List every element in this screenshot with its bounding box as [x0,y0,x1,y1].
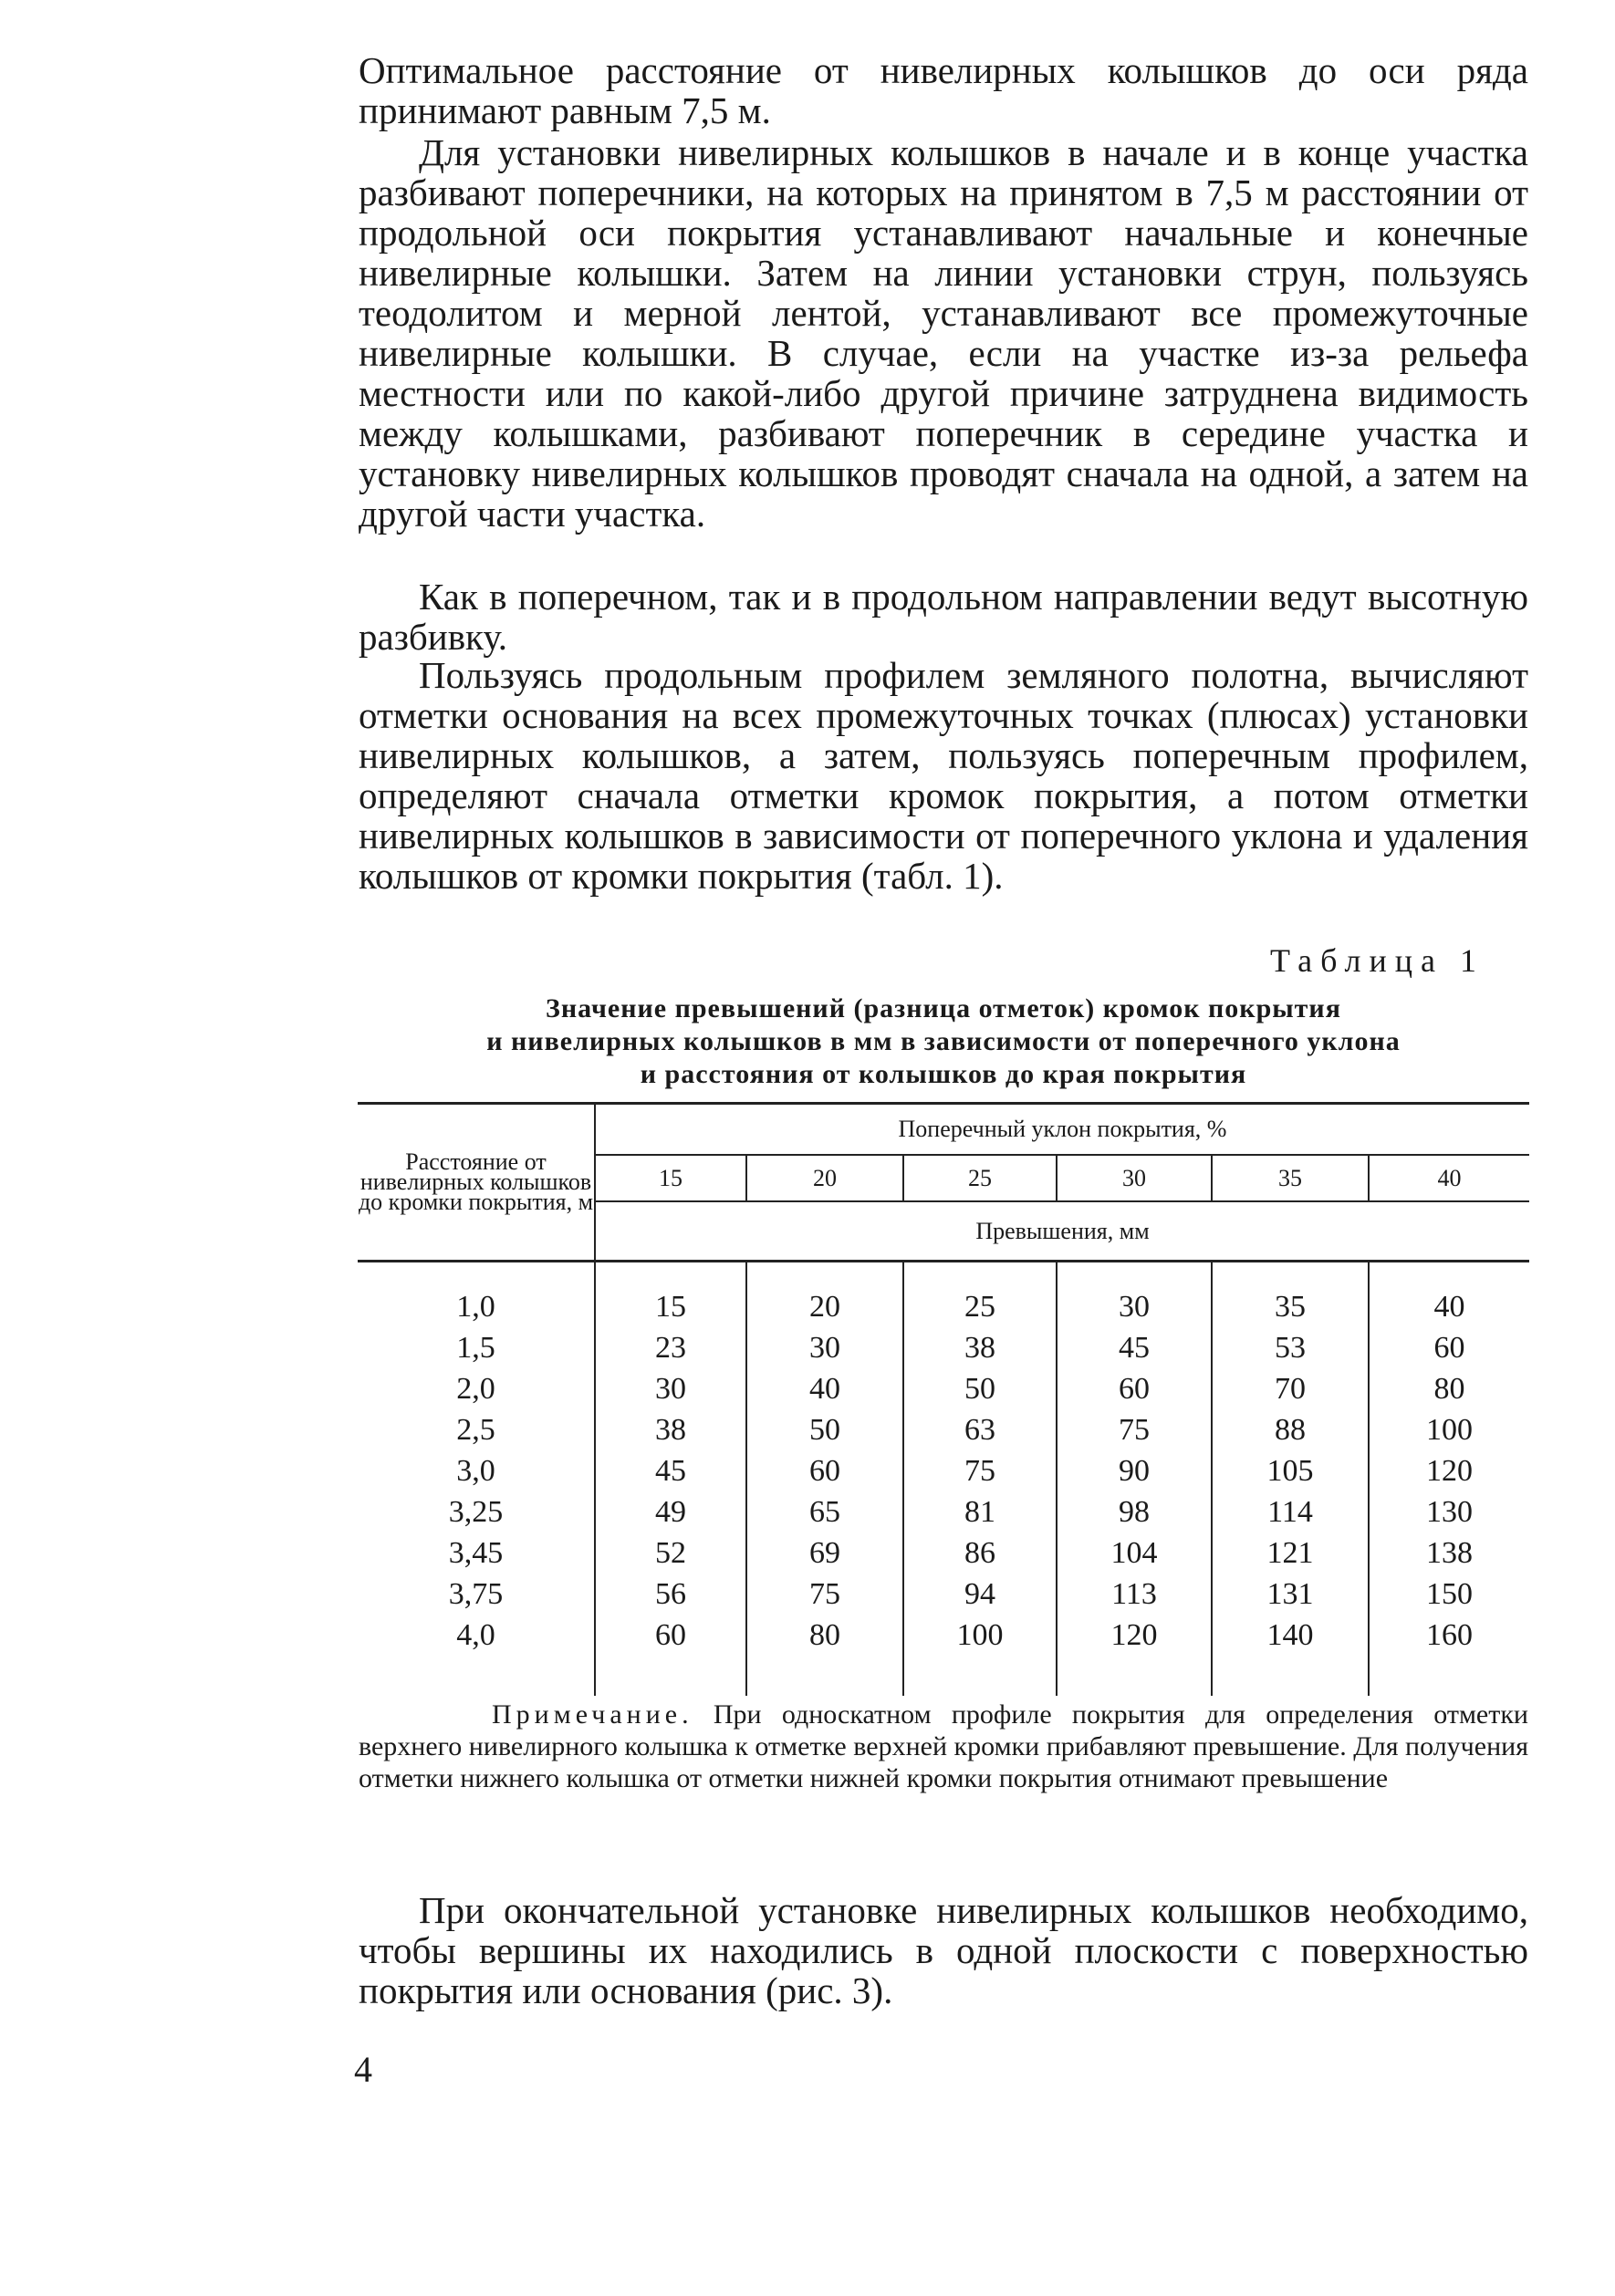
row-header-distance: Расстояние от нивелирных колышков до кромки покрытия, м [358,1104,595,1262]
excess-cell: 70 [1212,1368,1369,1409]
paragraph-5-text: При окончательной установке нивелирных колышков необходимо, чтобы вершины их находились в одной плоскости с поверхностью покрытия или основания (рис. 3). [359,1889,1528,2011]
distance-cell: 3,0 [358,1450,595,1491]
excess-cell: 35 [1212,1286,1369,1327]
column-header: 35 [1212,1155,1369,1202]
excess-cell: 49 [595,1491,746,1532]
excess-cell: 52 [595,1532,746,1574]
column-header: 20 [746,1155,903,1202]
table-row [358,1286,1529,1327]
excess-cell: 100 [1426,1413,1473,1447]
excess-cell: 50 [746,1409,903,1450]
excess-cell: 65 [746,1491,903,1532]
table-row [358,1450,1529,1491]
excess-cell: 23 [595,1327,746,1368]
excess-cell: 90 [1057,1450,1212,1491]
excess-cell: 140 [1212,1615,1369,1656]
excess-cell: 94 [903,1574,1057,1615]
excess-cell: 38 [903,1327,1057,1368]
excess-cell: 131 [1212,1574,1369,1615]
excess-cell: 86 [903,1532,1057,1574]
distance-cell: 2,5 [358,1409,595,1450]
table-label: Таблица 1 [1270,942,1485,979]
excess-cell: 40 [1433,1290,1465,1324]
distance-cell: 3,75 [358,1574,595,1615]
paragraph-4 [359,655,1528,896]
excess-cell: 50 [903,1368,1057,1409]
distance-cell: 2,0 [358,1368,595,1409]
elevation-table [358,1102,1529,1696]
excess-cell: 75 [1057,1409,1212,1450]
excess-cell: 25 [903,1286,1057,1327]
distance-cell: 1,5 [358,1327,595,1368]
excess-cell: 81 [903,1491,1057,1532]
excess-cell: 60 [746,1450,903,1491]
table-row [358,1491,1529,1532]
table-body [358,1262,1529,1697]
table-title-line-3: и расстояния от колышков до края покрытия [640,1059,1247,1089]
excess-cell: 30 [595,1368,746,1409]
excess-cell: 38 [595,1409,746,1450]
excess-cell: 88 [1212,1409,1369,1450]
table-row [358,1532,1529,1574]
excess-cell: 138 [1426,1536,1473,1570]
excess-cell: 56 [595,1574,746,1615]
paragraph-1-text: Оптимальное расстояние от нивелирных колышков до оси ряда принимают равным 7,5 м. [359,49,1528,131]
table-end-row [358,1656,1529,1696]
excess-cell: 98 [1057,1491,1212,1532]
excess-cell: 60 [595,1615,746,1656]
excess-cell: 60 [1057,1368,1212,1409]
note-text: При односкатном профиле покрытия для определения отметки верхнего нивелирного колышка к отметке верхней кромки прибавляют превышение. Для получения отметки нижнего колышка от отметки нижней кромки покрытия отнимают превышение [359,1699,1528,1793]
excess-cell: 69 [746,1532,903,1574]
excess-cell: 130 [1426,1495,1473,1529]
table-row [358,1368,1529,1409]
paragraph-5 [359,1890,1528,2010]
paragraph-3-text: Как в поперечном, так и в продольном направлении ведут высотную разбивку. [359,576,1528,658]
excess-cell: 30 [746,1327,903,1368]
table-row [358,1574,1529,1615]
distance-cell: 3,25 [358,1491,595,1532]
excess-cell: 120 [1057,1615,1212,1656]
column-header: 40 [1369,1155,1529,1202]
excess-cell: 20 [746,1286,903,1327]
column-header: 15 [595,1155,746,1202]
page-number: 4 [354,2049,372,2090]
sub-header-excess: Превышения, мм [595,1201,1529,1261]
paragraph-2 [359,132,1528,534]
note-lead: Примечание. [492,1699,693,1730]
excess-cell: 105 [1212,1450,1369,1491]
excess-cell: 150 [1426,1577,1473,1611]
excess-cell: 121 [1212,1532,1369,1574]
excess-cell: 75 [903,1450,1057,1491]
table-row [358,1615,1529,1656]
excess-cell: 80 [746,1615,903,1656]
table-note [359,1699,1528,1794]
paragraph-1 [359,50,1528,130]
paragraph-3 [359,577,1528,657]
excess-cell: 40 [746,1368,903,1409]
paragraph-2-text: Для установки нивелирных колышков в начале и в конце участка разбивают поперечники, на которых на принятом в 7,5 м расстоянии от продольной оси покрытия устанавливают начальные и конечные нивелирные колышки. Затем на линии установки струн, пользуясь теодолитом и мерной лентой, устанавливают все промежуточные нивелирные колышки. В случае, если на участке из-за рельефа местности или по какой-либо другой причине затруднена видимость между колышками, разбивают поперечник в середине участка и установку нивелирных колышков проводят сначала на одной, а затем на другой части участка. [359,131,1528,535]
paragraph-4-text: Пользуясь продольным профилем земляного полотна, вычисляют отметки основания на всех промежуточных точках (плюсах) установки нивелирных колышков, а затем, пользуясь поперечным профилем, определяют сначала отметки кромок покрытия, а потом отметки нивелирных колышков в зависимости от поперечного уклона и удаления колышков от кромки покрытия (табл. 1). [359,654,1528,897]
excess-cell: 15 [595,1286,746,1327]
column-header: 25 [903,1155,1057,1202]
distance-cell: 1,0 [358,1286,595,1327]
excess-cell: 30 [1057,1286,1212,1327]
excess-cell: 104 [1057,1532,1212,1574]
excess-cell: 114 [1212,1491,1369,1532]
excess-cell: 45 [595,1450,746,1491]
table-row [358,1409,1529,1450]
excess-cell: 100 [903,1615,1057,1656]
distance-cell: 4,0 [358,1615,595,1656]
excess-cell: 75 [746,1574,903,1615]
column-header: 30 [1057,1155,1212,1202]
table-row [358,1327,1529,1368]
excess-cell: 60 [1433,1331,1465,1365]
excess-cell: 160 [1426,1618,1473,1652]
excess-cell: 113 [1057,1574,1212,1615]
table-title-line-2: и нивелирных колышков в мм в зависимости от поперечного уклона [486,1026,1401,1056]
table-title [359,992,1528,1091]
excess-cell: 53 [1212,1327,1369,1368]
table-title-line-1: Значение превышений (разница отметок) кромок покрытия [546,993,1341,1023]
excess-cell: 45 [1057,1327,1212,1368]
group-header-slope: Поперечный уклон покрытия, % [595,1104,1529,1155]
excess-cell: 80 [1433,1372,1465,1406]
excess-cell: 63 [903,1409,1057,1450]
excess-cell: 120 [1426,1454,1473,1488]
table-spacer-row [358,1262,1529,1287]
distance-cell: 3,45 [358,1532,595,1574]
